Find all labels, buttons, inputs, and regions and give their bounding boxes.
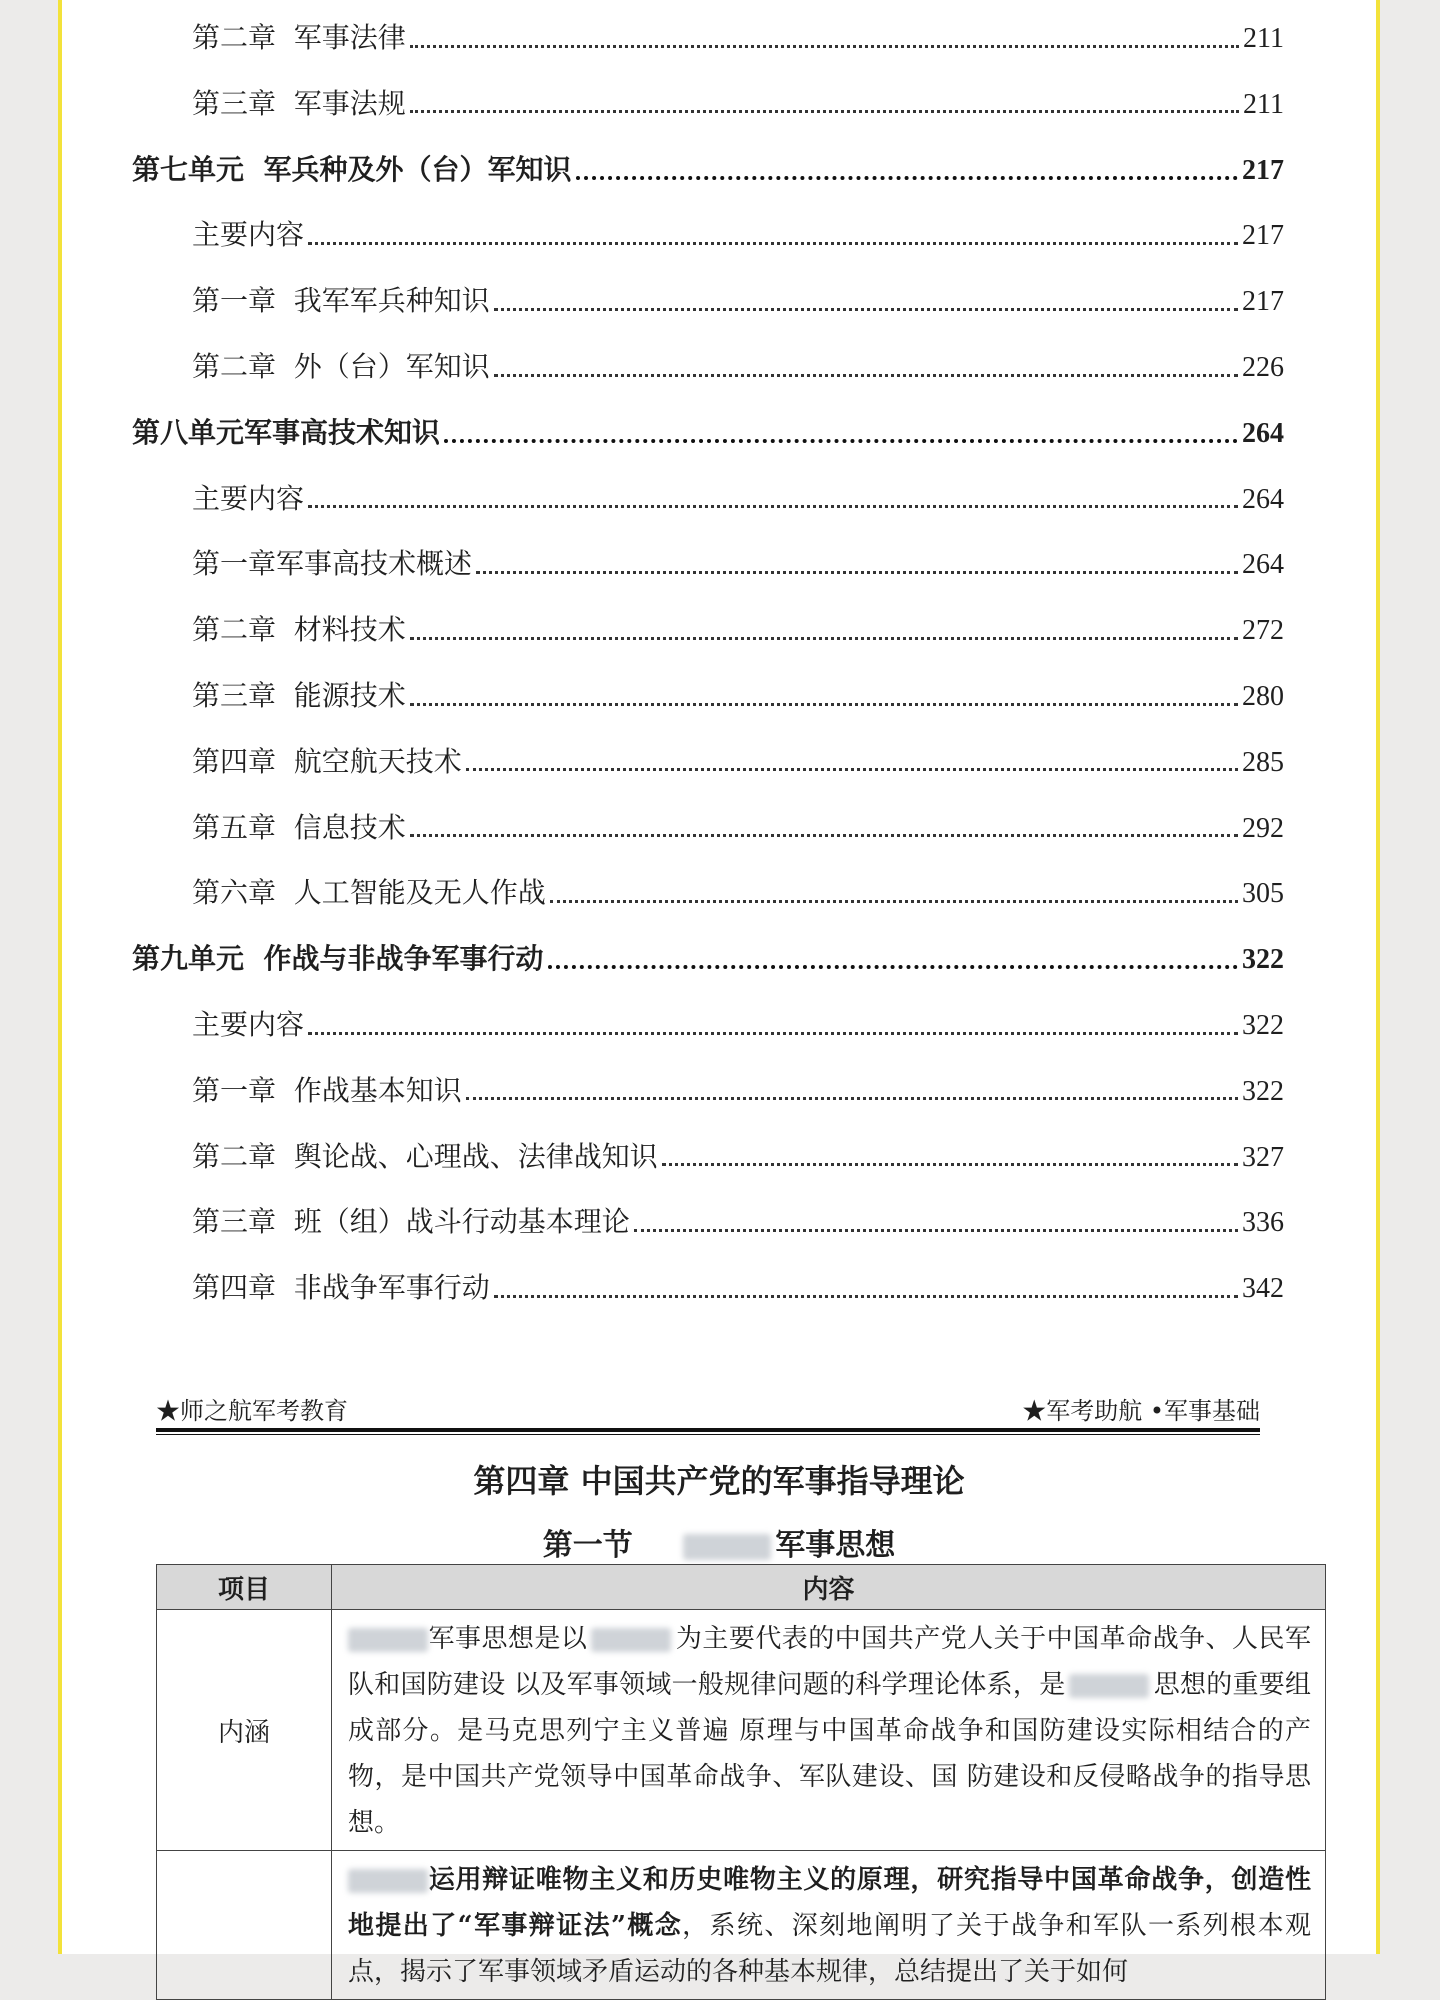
row-label bbox=[157, 1851, 332, 2000]
redacted-name-blur bbox=[348, 1628, 428, 1652]
toc-entry-page: 285 bbox=[1242, 746, 1284, 778]
row-content bbox=[332, 1851, 1326, 2000]
toc-leader-dots bbox=[662, 1163, 1238, 1166]
toc-leader-dots bbox=[410, 834, 1238, 837]
toc-leader-dots bbox=[494, 308, 1238, 311]
toc-entry-page: 322 bbox=[1242, 1010, 1284, 1041]
section-title-suffix: 军事思想 bbox=[775, 1528, 896, 1563]
toc-chapter-entry bbox=[192, 808, 1284, 848]
toc-entry-page: 211 bbox=[1243, 88, 1284, 120]
toc-leader-dots bbox=[410, 110, 1239, 113]
toc-chapter-entry bbox=[192, 1268, 1284, 1308]
toc-entry-page: 272 bbox=[1242, 615, 1284, 647]
toc-chapter-entry bbox=[192, 215, 1284, 255]
toc-entry-title: 第一章军事高技术概述 bbox=[192, 547, 473, 581]
table-row bbox=[157, 1610, 1326, 1851]
toc-entry-page: 217 bbox=[1242, 154, 1284, 186]
toc-entry-title: 主要内容 bbox=[192, 481, 305, 515]
toc-chapter-entry bbox=[192, 544, 1284, 584]
toc-entry-page: 264 bbox=[1242, 417, 1284, 449]
content-table bbox=[156, 1564, 1326, 2000]
toc-entry-title: 第六章 人工智能及无人作战 bbox=[192, 876, 546, 910]
section-title bbox=[62, 1520, 1376, 1564]
toc-entry-title: 第五章 信息技术 bbox=[192, 810, 406, 844]
toc-chapter-entry bbox=[192, 873, 1284, 913]
toc-entry-page: 264 bbox=[1242, 483, 1284, 515]
row-content bbox=[332, 1610, 1326, 1851]
toc-leader-dots bbox=[550, 900, 1238, 903]
toc-leader-dots bbox=[634, 1229, 1238, 1232]
toc-entry-title: 第七单元 军兵种及外（台）军知识 bbox=[132, 152, 572, 186]
toc-chapter-entry bbox=[192, 347, 1284, 387]
header-right: ★军考助航 •军事基础 bbox=[1022, 1397, 1260, 1425]
toc-entry-page: 217 bbox=[1242, 286, 1284, 318]
toc-entry-title: 主要内容 bbox=[192, 218, 305, 252]
header-left: ★师之航军考教育 bbox=[156, 1397, 348, 1425]
toc-entry-page: 280 bbox=[1242, 681, 1284, 712]
redacted-name-blur bbox=[683, 1534, 771, 1560]
page-header bbox=[156, 1386, 1260, 1426]
toc-entry-title: 第三章 军事法规 bbox=[192, 86, 406, 120]
toc-entry-title: 第八单元军事高技术知识 bbox=[132, 415, 441, 449]
toc-chapter-entry bbox=[192, 742, 1284, 782]
redacted-name-blur bbox=[348, 1869, 428, 1893]
toc-leader-dots bbox=[444, 439, 1238, 443]
toc-leader-dots bbox=[410, 703, 1238, 706]
toc-entry-page: 264 bbox=[1242, 549, 1284, 581]
redacted-name-blur bbox=[1069, 1674, 1149, 1698]
redacted-name-blur bbox=[591, 1628, 671, 1652]
toc-entry-title: 第四章 航空航天技术 bbox=[192, 744, 462, 778]
toc-entry-title: 第四章 非战争军事行动 bbox=[192, 1271, 490, 1305]
toc-chapter-entry bbox=[192, 479, 1284, 519]
toc-entry-page: 322 bbox=[1242, 1075, 1284, 1107]
header-rule-thin bbox=[156, 1434, 1260, 1435]
toc-chapter-entry bbox=[192, 1202, 1284, 1242]
toc-leader-dots bbox=[308, 242, 1238, 245]
toc-entry-page: 336 bbox=[1242, 1207, 1284, 1239]
table-header-row bbox=[157, 1565, 1326, 1610]
toc-unit-entry bbox=[132, 939, 1284, 979]
toc-leader-dots bbox=[548, 965, 1239, 969]
row-content-bold: 运用辩证唯物主义和历史唯物主义的原理，研究指导中国革命战争，创造性地提出了“军事辩证法”概念 bbox=[348, 1865, 1311, 1941]
toc-chapter-entry bbox=[192, 1137, 1284, 1177]
toc-entry-page: 217 bbox=[1242, 220, 1284, 252]
toc-entry-page: 342 bbox=[1242, 1273, 1284, 1305]
toc-leader-dots bbox=[308, 505, 1238, 508]
toc-leader-dots bbox=[466, 768, 1238, 771]
header-rule-thick bbox=[156, 1428, 1260, 1432]
section-title-prefix: 第一节 bbox=[542, 1528, 633, 1563]
toc-entry-page: 211 bbox=[1243, 23, 1284, 54]
toc-leader-dots bbox=[308, 1032, 1238, 1035]
toc-entry-title: 主要内容 bbox=[192, 1008, 305, 1041]
toc-entry-title: 第三章 班（组）战斗行动基本理论 bbox=[192, 1205, 630, 1239]
toc-leader-dots bbox=[410, 637, 1238, 640]
toc-entry-title: 第三章 能源技术 bbox=[192, 679, 406, 712]
toc-chapter-entry bbox=[192, 281, 1284, 321]
row-label: 内涵 bbox=[157, 1610, 332, 1851]
toc-chapter-entry bbox=[192, 84, 1284, 124]
row-content-part: ，系统、深刻地阐明了关于战争和军队一系列根本观点，揭示了军事领域矛盾运动的各种基本规律，总结提出了关于如何 bbox=[348, 1911, 1311, 1987]
chapter-title: 第四章 中国共产党的军事指导理论 bbox=[473, 1462, 965, 1500]
toc-entry-title: 第二章 外（台）军知识 bbox=[192, 350, 490, 383]
toc-entry-page: 292 bbox=[1242, 812, 1284, 844]
toc-entry-title: 第一章 作战基本知识 bbox=[192, 1073, 462, 1107]
toc-leader-dots bbox=[494, 1295, 1238, 1298]
toc-chapter-entry bbox=[192, 610, 1284, 650]
toc-chapter-entry bbox=[192, 1005, 1284, 1045]
toc-entry-page: 327 bbox=[1242, 1141, 1284, 1173]
row-content-part: 军事思想是以 bbox=[428, 1624, 588, 1654]
toc-entry-page: 226 bbox=[1242, 352, 1284, 383]
toc-chapter-entry bbox=[192, 18, 1284, 58]
toc-leader-dots bbox=[576, 176, 1239, 180]
toc-entry-page: 322 bbox=[1242, 944, 1284, 976]
header-cell-item: 项目 bbox=[157, 1565, 332, 1610]
toc-leader-dots bbox=[466, 1097, 1238, 1100]
toc-leader-dots bbox=[476, 571, 1238, 574]
table-row bbox=[157, 1851, 1326, 2000]
header-cell-content: 内容 bbox=[332, 1565, 1326, 1610]
row-content-part: 思想的重要组成部分。是马克思列宁主义普遍 原理与中国革命战争和国防建设实际相结合的产物，是中国共产党领导中国革命战争、军队建设、国 防建设和反侵略战争的指导思想。 bbox=[348, 1670, 1311, 1838]
toc-entry-title: 第二章 材料技术 bbox=[192, 613, 406, 647]
toc-chapter-entry bbox=[192, 1071, 1284, 1111]
toc-chapter-entry bbox=[192, 676, 1284, 716]
row-content-part: 为主要代表的中国共产党人关于中国革命战争、人民军队和国防建设 以及军事领域一般规律问题的科学理论体系，是 bbox=[348, 1624, 1311, 1700]
toc-unit-entry bbox=[132, 413, 1284, 453]
toc-entry-title: 第二章 军事法律 bbox=[192, 21, 406, 54]
toc-leader-dots bbox=[410, 45, 1239, 48]
document-page bbox=[58, 0, 1380, 1987]
toc-entry-title: 第二章 舆论战、心理战、法律战知识 bbox=[192, 1139, 658, 1173]
toc-entry-title: 第一章 我军军兵种知识 bbox=[192, 284, 490, 318]
toc-leader-dots bbox=[494, 374, 1238, 377]
toc-unit-entry bbox=[132, 150, 1284, 190]
toc-entry-page: 305 bbox=[1242, 878, 1284, 910]
toc-entry-title: 第九单元 作战与非战争军事行动 bbox=[132, 942, 544, 976]
